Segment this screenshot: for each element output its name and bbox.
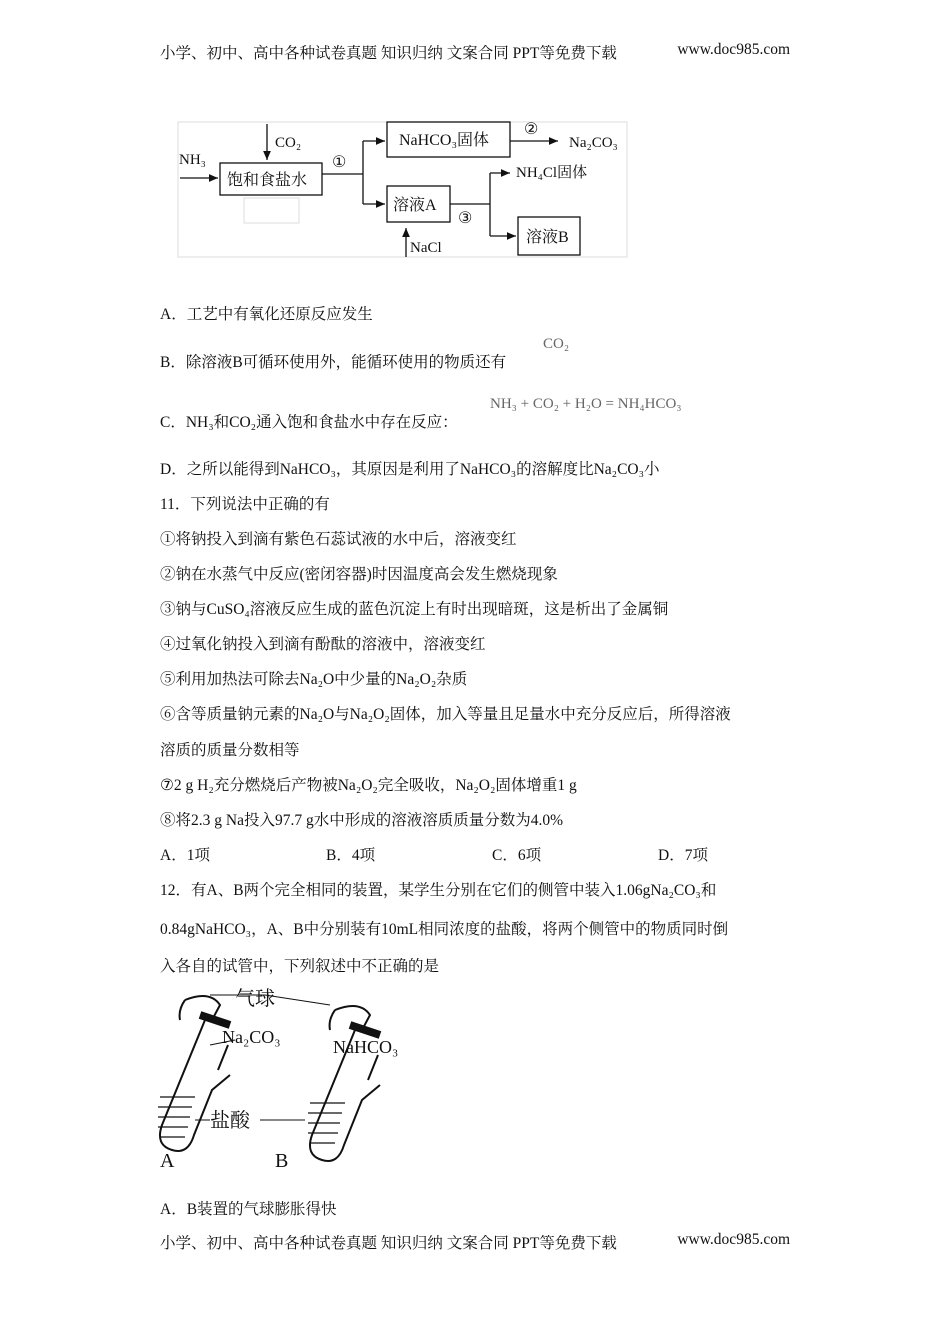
q11-item: ⑥含等质量钠元素的Na₂O与Na₂O₂固体，加入等量且足量水中充分反应后，所得溶液	[160, 706, 731, 723]
brine-label: 饱和食盐水	[227, 172, 308, 189]
q12-stem: 入各自的试管中，下列叙述中不正确的是	[160, 958, 440, 975]
q10-option-d: D．之所以能得到NaHCO₃，其原因是利用了NaHCO₃的溶解度比Na₂CO₃小	[160, 461, 660, 478]
solution-b-label: 溶液B	[526, 229, 569, 246]
q11-item: ⑤利用加热法可除去Na₂O中少量的Na₂O₂杂质	[160, 671, 468, 688]
process-flow-diagram	[170, 110, 640, 270]
q11-item: ⑦2 g H₂充分燃烧后产物被Na₂O₂完全吸收，Na₂O₂固体增重1 g	[160, 777, 577, 794]
nh4cl-label: NH₄Cl固体	[516, 165, 588, 181]
header-text: 小学、初中、高中各种试卷真题 知识归纳 文案合同 PPT等免费下载	[160, 45, 617, 62]
q11-option-d: D．7项	[658, 847, 708, 864]
q10-option-a: A．工艺中有氧化还原反应发生	[160, 306, 373, 323]
q11-option-c: C．6项	[492, 847, 542, 864]
na2co3-label: Na₂CO₃	[569, 135, 618, 151]
step-1: ①	[332, 154, 347, 171]
q11-item: ④过氧化钠投入到滴有酚酞的溶液中，溶液变红	[160, 636, 486, 653]
step-2: ②	[524, 121, 539, 138]
page-footer	[160, 1231, 790, 1253]
q11-option-b: B．4项	[326, 847, 376, 864]
q10-option-c: C．NH₃和CO₂通入饱和食盐水中存在反应：	[160, 414, 458, 431]
nahco3-label: NaHCO₃固体	[399, 132, 490, 149]
q10-option-b: B．除溶液B可循环使用外，能循环使用的物质还有	[160, 354, 507, 371]
step-3: ③	[458, 210, 473, 227]
balloon-label: 气球	[235, 988, 275, 1010]
nahco3-label: NaHCO₃	[333, 1037, 399, 1057]
q11-item: ①将钠投入到滴有紫色石蕊试液的水中后，溶液变红	[160, 531, 517, 548]
q11-item: 溶质的质量分数相等	[160, 742, 300, 759]
na2co3-label: Na₂CO₃	[222, 1027, 281, 1047]
q11-item: ②钠在水蒸气中反应(密闭容器)时因温度高会发生燃烧现象	[160, 566, 558, 583]
co2-label: CO₂	[275, 135, 302, 151]
solution-a-label: 溶液A	[393, 197, 437, 214]
q12-stem: 0.84gNaHCO₃，A、B中分别装有10mL相同浓度的盐酸，将两个侧管中的物质同时倒	[160, 921, 729, 938]
q11-item: ③钠与CuSO₄溶液反应生成的蓝色沉淀上有时出现暗斑，这是析出了金属铜	[160, 601, 669, 618]
apparatus-figure	[150, 985, 420, 1175]
q11-option-a: A．1项	[160, 847, 210, 864]
acid-label: 盐酸	[210, 1110, 250, 1132]
q10-option-c-formula: NH₃ + CO₂ + H₂O = NH₄HCO₃	[490, 396, 682, 412]
tube-b-label: B	[275, 1150, 289, 1172]
q12-stem: 12．有A、B两个完全相同的装置，某学生分别在它们的侧管中装入1.06gNa₂CO₃和	[160, 882, 717, 899]
page-header	[160, 41, 790, 63]
q11-item: ⑧将2.3 g Na投入97.7 g水中形成的溶液溶质质量分数为4.0%	[160, 812, 563, 829]
q11-stem: 11．下列说法中正确的有	[160, 496, 330, 513]
q10-option-b-formula: CO₂	[543, 336, 570, 352]
tube-a-label: A	[160, 1150, 175, 1172]
nacl-label: NaCl	[410, 240, 442, 256]
header-url: www.doc985.com	[677, 41, 790, 58]
q12-option-a: A．B装置的气球膨胀得快	[160, 1201, 337, 1218]
nh3-label: NH₃	[179, 152, 206, 168]
footer-text: 小学、初中、高中各种试卷真题 知识归纳 文案合同 PPT等免费下载	[160, 1235, 617, 1252]
footer-url: www.doc985.com	[677, 1231, 790, 1248]
